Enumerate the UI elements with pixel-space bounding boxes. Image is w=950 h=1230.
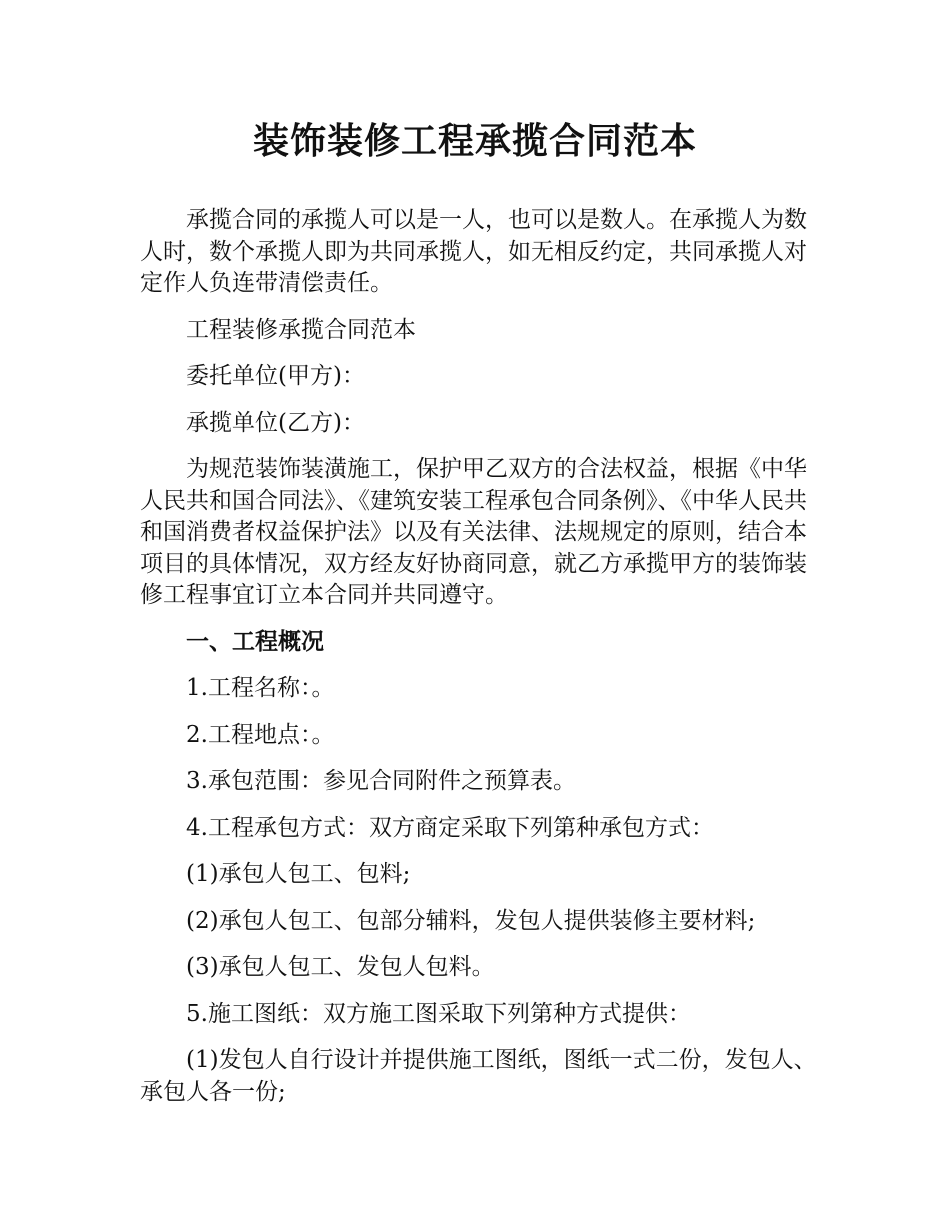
- intro-paragraph: 承揽合同的承揽人可以是一人，也可以是数人。在承揽人为数人时，数个承揽人即为共同承揽人，如无相反约定，共同承揽人对定作人负连带清偿责任。: [140, 207, 807, 296]
- party-b-line: 承揽单位(乙方)：: [186, 409, 365, 436]
- item-contract-method-option-3: (3)承包人包工、发包人包料。: [186, 954, 495, 980]
- item-contract-method: 4.工程承包方式：双方商定采取下列第种承包方式：: [186, 814, 714, 841]
- contract-subtitle: 工程装修承揽合同范本: [186, 316, 416, 343]
- item-project-name: 1.工程名称：。: [186, 675, 335, 701]
- item-construction-drawings: 5.施工图纸：双方施工图采取下列第种方式提供：: [186, 1000, 691, 1027]
- item-contract-scope: 3.承包范围：参见合同附件之预算表。: [186, 768, 576, 794]
- item-construction-drawings-option-1: (1)发包人自行设计并提供施工图纸，图纸一式二份，发包人、承包人各一份;: [140, 1047, 817, 1105]
- section-heading-project-overview: 一、工程概况: [186, 628, 324, 655]
- document-body: [140, 205, 820, 1123]
- item-contract-method-option-1: (1)承包人包工、包料;: [186, 861, 411, 887]
- document-title: 装饰装修工程承揽合同范本: [252, 121, 697, 162]
- item-contract-method-option-2: (2)承包人包工、包部分辅料，发包人提供装修主要材料;: [186, 907, 756, 934]
- preamble-paragraph: 为规范装饰装潢施工，保护甲乙双方的合法权益，根据《中华人民共和国合同法》、《建筑安装工程承包合同条例》、《中华人民共和国消费者权益保护法》以及有关法律、法规规定的原则，结合本项目的具体情况，双方经友好协商同意，就乙方承揽甲方的装饰装修工程事宜订立本合同并共同遵守。: [140, 456, 807, 608]
- item-project-location: 2.工程地点：。: [186, 721, 335, 748]
- party-a-line: 委托单位(甲方)：: [186, 363, 365, 389]
